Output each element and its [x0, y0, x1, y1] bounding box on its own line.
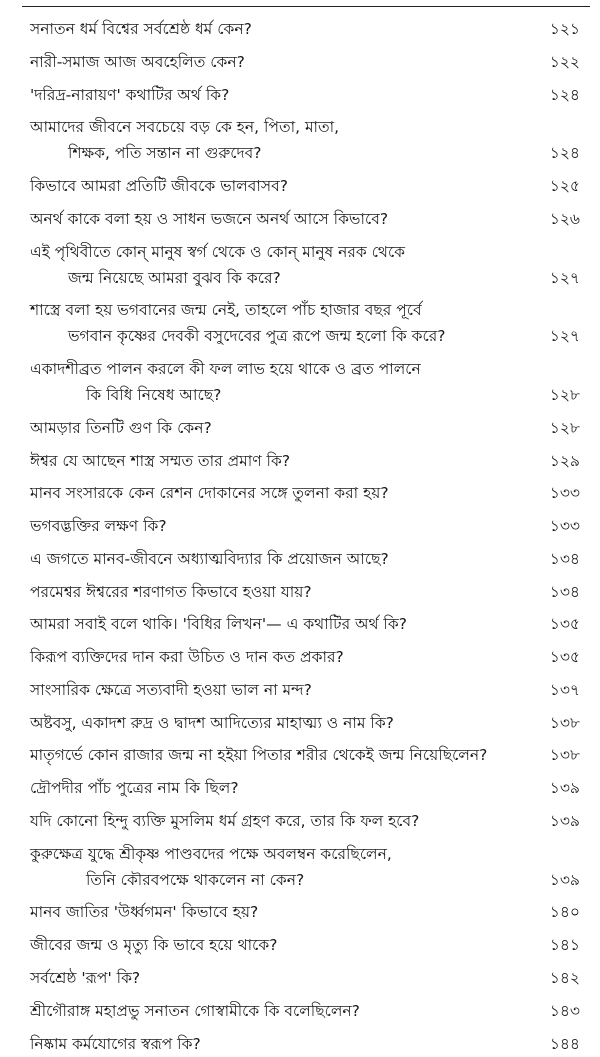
toc-entry — [0, 808, 600, 834]
toc-entry — [0, 206, 600, 232]
toc-entry — [0, 775, 600, 801]
toc-page-number: ১৩৮ — [549, 713, 580, 732]
toc-entry-title: ঈশ্বর যে আছেন শাস্ত্র সম্মত তার প্রমাণ কি? — [30, 451, 291, 470]
toc-entry — [0, 513, 600, 539]
toc-page-number: ১৪২ — [549, 969, 580, 987]
toc-entry — [0, 546, 600, 572]
toc-entry — [0, 356, 600, 382]
toc-page-number: ১৩৯ — [549, 779, 580, 798]
toc-entry-title: একাদশীব্রত পালন করলে কী ফল লাভ হয়ে থাকে ও ব্রত পালনে — [30, 360, 421, 379]
toc-page-number: ১৩৩ — [549, 484, 580, 503]
toc-page-number: ১২৭ — [549, 268, 580, 287]
toc-entry — [0, 579, 600, 605]
toc-entry-title: মানব সংসারকে কেন রেশন দোকানের সঙ্গে তুলনা করা হয়? — [30, 484, 389, 503]
toc-entry-title: সর্বশ্রেষ্ঠ 'রূপ' কি? — [30, 969, 141, 987]
toc-entry-title: শ্রীগৌরাঙ্গ মহাপ্রভু সনাতন গোস্বামীকে কি বলেছিলেন? — [30, 1001, 360, 1020]
toc-entry-title: সনাতন ধর্ম বিশ্বের সর্বশ্রেষ্ঠ ধর্ম কেন? — [30, 20, 252, 38]
toc-entry — [0, 16, 600, 42]
toc-entry-continuation — [0, 265, 600, 291]
toc-entry — [0, 82, 600, 108]
toc-page-number: ১২৭ — [549, 327, 580, 346]
toc-entry-title: কুরুক্ষেত্র যুদ্ধে শ্রীকৃষ্ণ পাণ্ডবদের পক্ষে অবলম্বন করেছিলেন, — [30, 844, 392, 863]
toc-page-number: ১২১ — [549, 20, 580, 38]
toc-entry-title: যদি কোনো হিন্দু ব্যক্তি মুসলিম ধর্ম গ্রহণ করে, তার কি ফল হবে? — [30, 811, 420, 830]
toc-entry-title: জীবের জন্ম ও মৃত্যু কি ভাবে হয়ে থাকে? — [30, 936, 278, 955]
toc-entry-title: শাস্ত্রে বলা হয় ভগবানের জন্ম নেই, তাহলে পাঁচ হাজার বছর পূর্বে — [30, 301, 422, 320]
toc-entry-title: শিক্ষক, পতি সন্তান না গুরুদেব? — [68, 144, 262, 163]
toc-page-number: ১২৪ — [549, 85, 580, 104]
toc-page-number: ১২৫ — [549, 177, 580, 196]
toc-page-number: ১২৮ — [549, 418, 580, 437]
toc-entry — [0, 644, 600, 670]
toc-page-number: ১৩৩ — [549, 517, 580, 536]
toc-page-number: ১৪৩ — [549, 1001, 580, 1020]
toc-entry-title: এ জগতে মানব-জীবনে অধ্যাত্মবিদ্যার কি প্রয়োজন আছে? — [30, 549, 389, 568]
toc-page-number: ১৩৪ — [549, 549, 580, 568]
toc-page-number: ১৪০ — [549, 903, 580, 922]
toc-page-number: ১৩৯ — [549, 870, 580, 889]
toc-page-number: ১২৪ — [549, 144, 580, 163]
toc-entry-continuation — [0, 382, 600, 408]
toc-entry — [0, 677, 600, 703]
toc-entry — [0, 297, 600, 323]
toc-entry — [0, 448, 600, 474]
toc-entry-title: নিষ্কাম কর্মযোগের স্বরূপ কি? — [30, 1034, 201, 1053]
toc-entry-title: কিরূপ ব্যক্তিদের দান করা উচিত ও দান কত প্রকার? — [30, 648, 344, 667]
toc-entry — [0, 998, 600, 1024]
toc-entry-title: আমরা সবাই বলে থাকি। 'বিধির লিখন'— এ কথাটির অর্থ কি? — [30, 615, 407, 634]
toc-entry — [0, 114, 600, 140]
toc-entry — [0, 932, 600, 958]
toc-entry-title: ভগবান কৃষ্ণের দেবকী বসুদেবের পুত্র রূপে জন্ম হলো কি করে? — [68, 327, 446, 346]
toc-entry — [0, 415, 600, 441]
toc-page-number: ১৩৭ — [549, 680, 580, 699]
toc-entry — [0, 742, 600, 768]
toc-entry-title: মানব জাতির 'উর্ধ্বগমন' কিভাবে হয়? — [30, 903, 259, 922]
toc-entry-title: কি বিধি নিষেধ আছে? — [86, 386, 222, 405]
toc-entry — [0, 1031, 600, 1057]
toc-entry-title: জন্ম নিয়েছে আমরা বুঝব কি করে? — [68, 268, 281, 287]
toc-page-number: ১২২ — [549, 52, 580, 71]
toc-entry — [0, 710, 600, 736]
toc-page-number: ১৩৫ — [549, 648, 580, 667]
toc-page-number: ১৩৯ — [549, 811, 580, 830]
toc-entry-title: কিভাবে আমরা প্রতিটি জীবকে ভালবাসব? — [30, 177, 288, 196]
toc-page-number: ১৩৪ — [549, 582, 580, 601]
toc-entry-title: আমড়ার তিনটি গুণ কি কেন? — [30, 418, 212, 437]
toc-entry-continuation — [0, 867, 600, 893]
toc-entry-title: অনর্থ কাকে বলা হয় ও সাধন ভজনে অনর্থ আসে কিভাবে? — [30, 209, 389, 228]
toc-entry-title: নারী-সমাজ আজ অবহেলিত কেন? — [30, 52, 245, 71]
toc-entry-title: পরমেশ্বর ঈশ্বরের শরণাগত কিভাবে হওয়া যায়? — [30, 582, 312, 601]
toc-page-number: ১৩৫ — [549, 615, 580, 634]
toc-entry — [0, 480, 600, 506]
toc-entry-title: তিনি কৌরবপক্ষে থাকলেন না কেন? — [86, 870, 305, 889]
toc-page-number: ১৪১ — [549, 936, 580, 955]
toc-entry-title: 'দরিদ্র-নারায়ণ' কথাটির অর্থ কি? — [30, 85, 230, 104]
toc-entry-title: এই পৃথিবীতে কোন্ মানুষ স্বর্গ থেকে ও কোন্ মানুষ নরক থেকে — [30, 242, 406, 261]
toc-page-number: ১২৬ — [549, 209, 580, 228]
toc-entry-title: ভগবদ্ভক্তির লক্ষণ কি? — [30, 517, 167, 536]
toc-page-number: ১২৮ — [549, 386, 580, 405]
toc-entry — [0, 173, 600, 199]
toc-entry — [0, 899, 600, 925]
toc-page-number: ১৪৪ — [549, 1034, 580, 1053]
toc-entry-title: অষ্টবসু, একাদশ রুদ্র ও দ্বাদশ আদিত্যের মাহাত্ম্য ও নাম কি? — [30, 713, 394, 732]
toc-entry-title: আমাদের জীবনে সবচেয়ে বড় কে হন, পিতা, মাতা, — [30, 118, 340, 137]
toc-page-number: ১২৯ — [549, 451, 580, 470]
toc-entry — [0, 611, 600, 637]
toc-entry-title: সাংসারিক ক্ষেত্রে সত্যবাদী হওয়া ভাল না মন্দ? — [30, 680, 312, 699]
toc-entry — [0, 965, 600, 991]
toc-entry — [0, 841, 600, 867]
toc-entry — [0, 239, 600, 265]
toc-entry-continuation — [0, 323, 600, 349]
toc-entry-title: দ্রৌপদীর পাঁচ পুত্রের নাম কি ছিল? — [30, 779, 239, 798]
toc-page-number: ১৩৮ — [549, 746, 580, 765]
toc-entry — [0, 49, 600, 75]
toc-entry-continuation — [0, 140, 600, 166]
toc-entry-title: মাতৃগর্ভে কোন রাজার জন্ম না হইয়া পিতার শরীর থেকেই জন্ম নিয়েছিলেন? — [30, 746, 488, 765]
